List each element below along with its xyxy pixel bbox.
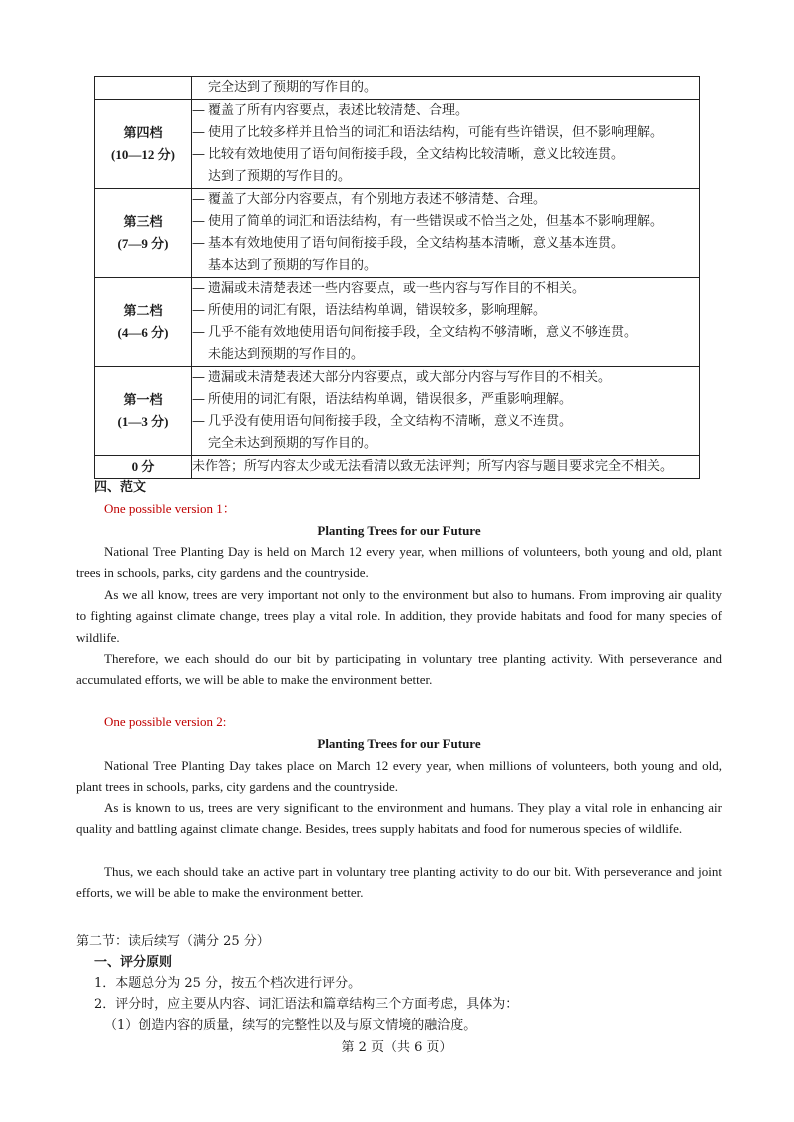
rubric-level-empty <box>95 77 192 100</box>
rubric-level-label: 第一档 <box>123 392 163 407</box>
page-footer: 第 2 页（共 6 页） <box>341 1040 453 1055</box>
rubric-zero-text: 未作答；所写内容太少或无法看清以致无法评判；所写内容与题目要求完全不相关。 <box>192 459 674 474</box>
rubric-conclusion: 未能达到预期的写作目的。 <box>208 347 365 362</box>
essay-paragraph: As we all know, trees are very important not only to the environment but also to humans. From improving air quality to fighting against climate change, trees play a vital role. In addition, they provide habitats and food for many species of wildlife. <box>76 587 722 645</box>
rubric-item: — 比较有效地使用了语句间衔接手段，全文结构比较清晰，意义比较连贯。 <box>192 147 625 162</box>
rubric-conclusion: 完全达到了预期的写作目的。 <box>208 80 378 95</box>
rubric-desc <box>192 100 700 189</box>
rubric-level-label: 第二档 <box>123 303 163 318</box>
rubric-level-score: (10—12 分) <box>111 147 175 162</box>
essay-paragraph: National Tree Planting Day is held on March 12 every year, when millions of volunteers, both young and old, plant trees in schools, parks, city gardens and the countryside. <box>76 544 722 581</box>
rubric-desc <box>192 367 700 456</box>
rubric-row-level1 <box>95 367 700 456</box>
principle-item: （1）创造内容的质量，续写的完整性以及与原文情境的融洽度。 <box>104 1018 477 1033</box>
rubric-level <box>95 100 192 189</box>
rubric-row-level3 <box>95 189 700 278</box>
essay-paragraph: National Tree Planting Day takes place on March 12 every year, when millions of volunteers, both young and old, plant trees in schools, parks, city gardens and the countryside. <box>76 758 722 795</box>
rubric-item: — 覆盖了所有内容要点，表述比较清楚、合理。 <box>192 103 469 118</box>
essay-paragraph: As is known to us, trees are very significant to the environment and humans. They play a vital role in enhancing air quality and battling against climate change. Besides, trees supply habitats and food for numerous species of wildlife. <box>76 800 722 837</box>
rubric-level-label: 第三档 <box>123 214 163 229</box>
rubric-table <box>94 76 700 479</box>
essay-paragraph: Thus, we each should take an active part in voluntary tree planting activity to do our bit. With perseverance and joint efforts, we will be able to make the environment better. <box>76 864 722 901</box>
rubric-desc <box>192 189 700 278</box>
section-heading: 四、范文 <box>94 480 147 495</box>
rubric-item: — 几乎不能有效地使用语句间衔接手段，全文结构不够清晰，意义不够连贯。 <box>192 325 638 340</box>
version-label: One possible version 1： <box>104 501 236 516</box>
rubric-row-zero <box>95 456 700 479</box>
rubric-level-label: 0 分 <box>95 456 192 479</box>
principle-item: 2．评分时，应主要从内容、词汇语法和篇章结构三个方面考虑，具体为： <box>94 997 519 1012</box>
rubric-item: — 遗漏或未清楚表述大部分内容要点，或大部分内容与写作目的不相关。 <box>192 370 612 385</box>
rubric-desc <box>192 278 700 367</box>
rubric-level <box>95 278 192 367</box>
rubric-item: — 基本有效地使用了语句间衔接手段，全文结构基本清晰，意义基本连贯。 <box>192 236 625 251</box>
rubric-level <box>95 367 192 456</box>
rubric-item: — 使用了比较多样并且恰当的词汇和语法结构，可能有些许错误，但不影响理解。 <box>192 125 664 140</box>
rubric-level-score: (4—6 分) <box>117 325 169 340</box>
rubric-level <box>95 189 192 278</box>
essay-title: Planting Trees for our Future <box>317 736 481 751</box>
rubric-desc <box>192 77 700 100</box>
rubric-conclusion: 基本达到了预期的写作目的。 <box>208 258 378 273</box>
principle-item: 1．本题总分为 25 分，按五个档次进行评分。 <box>94 976 362 991</box>
essay-title: Planting Trees for our Future <box>317 523 481 538</box>
principles-heading: 一、评分原则 <box>94 955 173 970</box>
essay-paragraph: Therefore, we each should do our bit by participating in voluntary tree planting activity. With perseverance and accumulated efforts, we will be able to make the environment better. <box>76 651 722 688</box>
rubric-row-level2 <box>95 278 700 367</box>
rubric-level-score: (7—9 分) <box>117 236 169 251</box>
rubric-item: — 所使用的词汇有限，语法结构单调，错误较多，影响理解。 <box>192 303 547 318</box>
rubric-desc <box>192 456 700 479</box>
rubric-item: — 几乎没有使用语句间衔接手段，全文结构不清晰，意义不连贯。 <box>192 414 573 429</box>
version-label: One possible version 2: <box>104 714 227 729</box>
section2-heading: 第二节：读后续写（满分 25 分） <box>76 934 270 949</box>
rubric-row-continuation <box>95 77 700 100</box>
rubric-item: — 所使用的词汇有限，语法结构单调，错误很多，严重影响理解。 <box>192 392 573 407</box>
rubric-item: — 遗漏或未清楚表述一些内容要点，或一些内容与写作目的不相关。 <box>192 281 586 296</box>
rubric-conclusion: 达到了预期的写作目的。 <box>208 169 352 184</box>
rubric-conclusion: 完全未达到预期的写作目的。 <box>208 436 378 451</box>
rubric-item: — 使用了简单的词汇和语法结构，有一些错误或不恰当之处，但基本不影响理解。 <box>192 214 664 229</box>
rubric-item: — 覆盖了大部分内容要点，有个别地方表述不够清楚、合理。 <box>192 192 547 207</box>
rubric-row-level4 <box>95 100 700 189</box>
rubric-level-label: 第四档 <box>123 125 163 140</box>
rubric-level-score: (1—3 分) <box>117 414 169 429</box>
